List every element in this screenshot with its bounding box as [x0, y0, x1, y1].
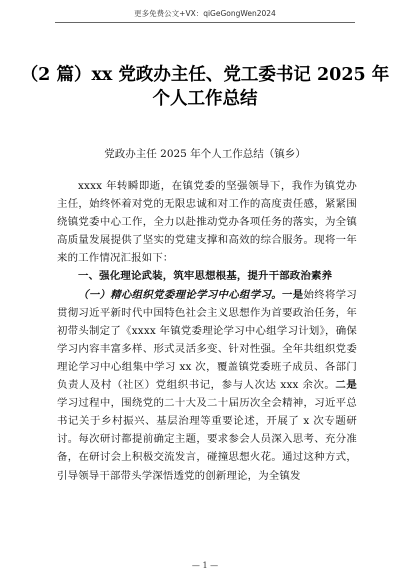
- subsection-label-1: （一）精心组织党委理论学习中心组学习。: [78, 288, 282, 301]
- point-lead-2: 二是: [335, 379, 357, 392]
- section-heading-1: 一、强化理论武装，筑牢思想根基，提升干部政治素养: [78, 270, 333, 283]
- intro-paragraph: xxxx 年转瞬即逝，在镇党委的坚强领导下，我作为镇党办主任，始终怀着对党的无限忠诚和对工作的高度责任感，紧紧围绕镇党委中心工作，全力以赴推动党办各项任务的落实，为全镇高质量发展提供了坚实的党建支撑和高效的综合服务。现将一年来的工作情况汇报如下：: [57, 180, 357, 265]
- page-number: — 1 —: [191, 561, 219, 570]
- document-body: [57, 177, 357, 485]
- point-text-1: 始终将学习贯彻习近平新时代中国特色社会主义思想作为首要政治任务，年初带头制定了《xxxx 年镇党委理论学习中心组学习计划》，确保学习内容丰富多样、形式灵活多变、针对性强。全年共组织党委理论学习中心组集中学习 xx 次，覆盖镇党委班子成员、各部门负责人及村（社区）党组织书记，参与人次达 xxx 余次。: [57, 288, 358, 392]
- header-note: 更多免费公文+VX：qiGeGongWen2024: [134, 9, 276, 18]
- subsection-paragraph-1: [57, 286, 357, 485]
- point-text-2: 学习过程中，围绕党的二十大及二十届历次全会精神，习近平总书记关于乡村振兴、基层治理等重要论述，开展了 x 次专题研讨。每次研讨都提前确定主题，要求参会人员深入思考、充分准备，在研讨会上积极交流发言，碰撞思想火花。通过这种方式，引导领导干部带头学深悟透党的创新理论，为全镇发: [57, 397, 357, 482]
- point-lead-1: 一是: [281, 288, 304, 301]
- document-title: （2 篇）xx 党政办主任、党工委书记 2025 年个人工作总结: [20, 65, 390, 109]
- document-subtitle: 党政办主任 2025 年个人工作总结（镇乡）: [104, 148, 306, 160]
- header-divider: [55, 22, 355, 23]
